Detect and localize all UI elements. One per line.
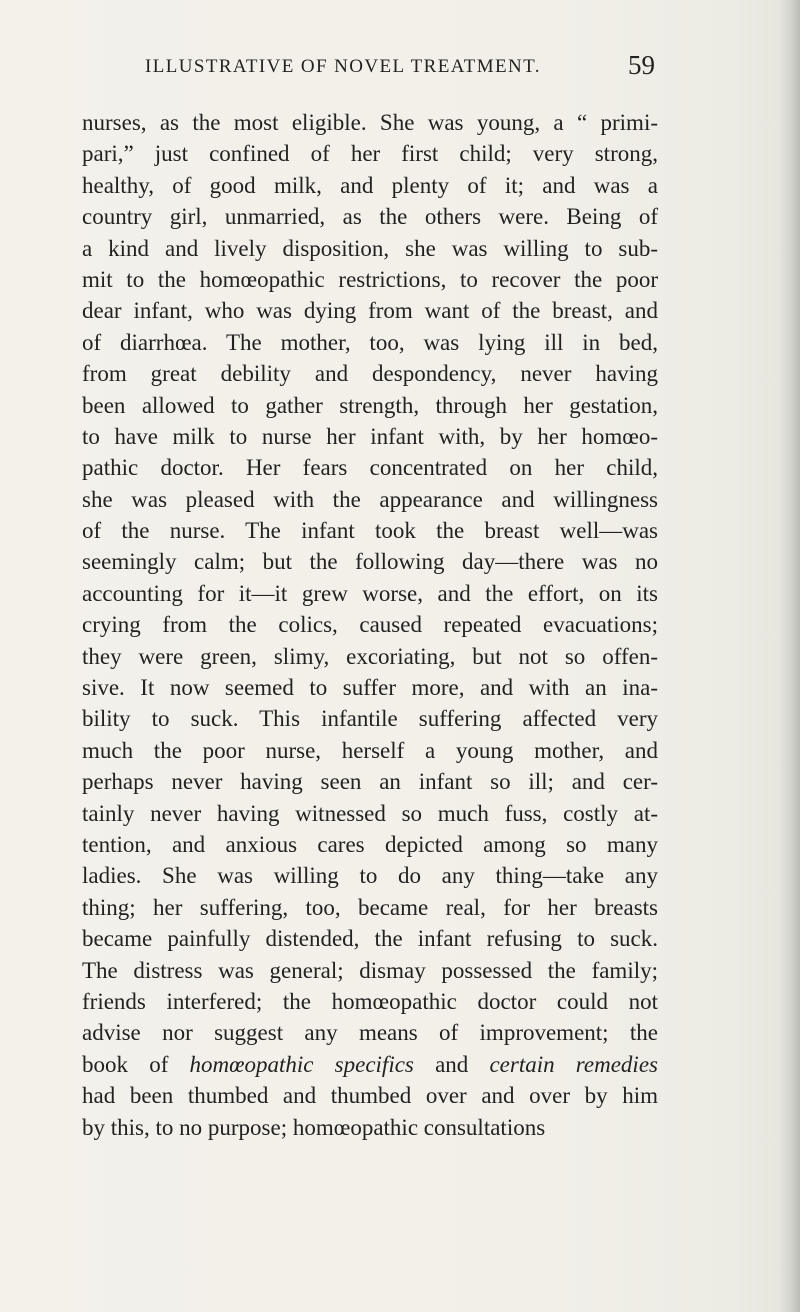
text-line: sive. It now seemed to suffer more, and with an ina- (82, 675, 658, 701)
running-head: ILLUSTRATIVE OF NOVEL TREATMENT. (145, 56, 541, 77)
italic-phrase: homœopathic specifics (189, 1051, 414, 1077)
text-line: had been thumbed and thumbed over and over by him (82, 1083, 658, 1109)
text-line: dear infant, who was dying from want of the breast, and (82, 298, 658, 324)
text-line: thing; her suffering, too, became real, for her breasts (82, 894, 658, 920)
text-line: they were green, slimy, excoriating, but not so offen- (82, 643, 658, 669)
page-edge-shadow (778, 0, 800, 1312)
text-line: from great debility and despondency, never having (82, 361, 658, 387)
text-line: pathic doctor. Her fears concentrated on her child, (82, 455, 658, 481)
page-header (145, 50, 655, 86)
text-line: pari,” just confined of her first child; very strong, (82, 141, 658, 167)
text-line-mixed (82, 1049, 658, 1080)
text-line: by this, to no purpose; homœopathic consultations (82, 1114, 546, 1140)
text-line: mit to the homœopathic restrictions, to recover the poor (82, 266, 658, 292)
text-line: The distress was general; dismay possessed the family; (82, 957, 658, 983)
text-line: bility to suck. This infantile suffering affected very (82, 706, 658, 732)
text-line: she was pleased with the appearance and willingness (82, 486, 658, 512)
text-line: friends interfered; the homœopathic doctor could not (82, 988, 658, 1014)
text-line: perhaps never having seen an infant so ill; and cer- (82, 769, 658, 795)
body-text (82, 107, 658, 1143)
italic-phrase: certain remedies (489, 1051, 658, 1077)
text-line: ladies. She was willing to do any thing—take any (82, 863, 658, 889)
text-line: tainly never having witnessed so much fuss, costly at- (82, 800, 658, 826)
text-line: accounting for it—it grew worse, and the effort, on its (82, 580, 658, 606)
text-line: a kind and lively disposition, she was willing to sub- (82, 235, 658, 261)
text-line: advise nor suggest any means of improvement; the (82, 1020, 658, 1046)
text-line: of diarrhœa. The mother, too, was lying ill in bed, (82, 329, 658, 355)
text-line: country girl, unmarried, as the others were. Being of (82, 204, 658, 230)
text-line: tention, and anxious cares depicted among so many (82, 831, 658, 857)
text-line: much the poor nurse, herself a young mother, and (82, 737, 658, 763)
text-line: healthy, of good milk, and plenty of it; and was a (82, 172, 658, 198)
line-segment: and (413, 1051, 490, 1077)
page-number: 59 (628, 50, 655, 80)
line-segment: book of (82, 1051, 190, 1077)
text-line: crying from the colics, caused repeated evacuations; (82, 612, 658, 638)
text-line: seemingly calm; but the following day—there was no (82, 549, 658, 575)
text-line: been allowed to gather strength, through her gestation, (82, 392, 658, 418)
text-line: of the nurse. The infant took the breast well—was (82, 518, 658, 544)
text-line: nurses, as the most eligible. She was young, a “ primi- (82, 110, 658, 135)
text-line: became painfully distended, the infant refusing to suck. (82, 926, 658, 952)
text-line: to have milk to nurse her infant with, by her homœo- (82, 423, 658, 449)
